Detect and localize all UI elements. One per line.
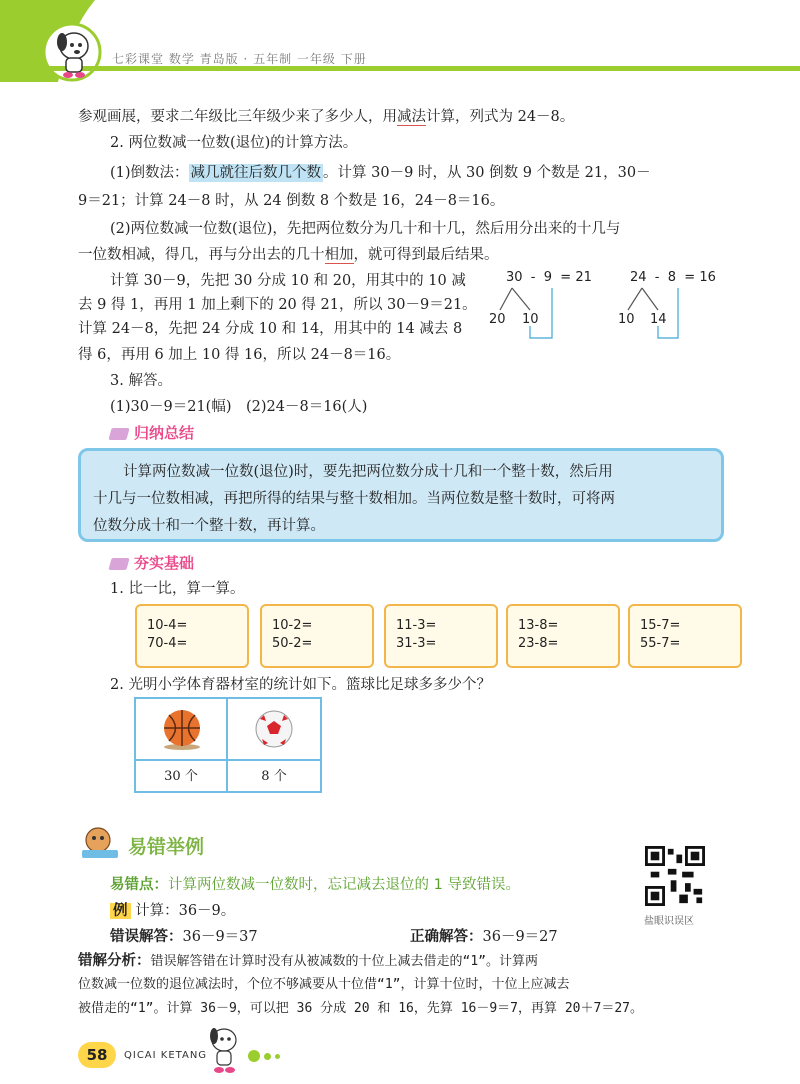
- diagram1-right: 10: [522, 312, 539, 327]
- book-icon: [108, 558, 129, 570]
- label: 正确解答：: [410, 929, 483, 945]
- method2-line1: (2)两位数减一位数(退位)，先把两位数分为几十和十几，然后用分出来的十几与: [110, 221, 621, 237]
- expression: 31-3=: [396, 636, 437, 651]
- diagram2-equation: 24 - 8 = 16: [630, 270, 716, 285]
- mistake-example: [110, 898, 760, 924]
- summary-line: 十几与一位数相减，再把所得的结果与整十数相加。当两位数是整十数时，可将两: [93, 491, 615, 507]
- example-line1: 计算 30－9，先把 30 分成 10 和 20，用其中的 10 减: [110, 273, 466, 289]
- underlined-text: 相加: [324, 247, 354, 263]
- exercise-box: [628, 604, 742, 668]
- text: 36－9＝27: [482, 929, 558, 945]
- expression: 10-4=: [147, 618, 188, 633]
- analysis-line1: [78, 948, 728, 975]
- analysis-line3: 被借走的“1”。计算 36－9，可以把 36 分成 20 和 16，先算 16－9＝7，再算 20＋7＝27。: [78, 1001, 643, 1016]
- item-2-heading: 2. 两位数减一位数(退位)的计算方法。: [110, 135, 358, 151]
- football-icon: [252, 707, 296, 751]
- expression: 50-2=: [272, 636, 313, 651]
- summary-box: [78, 448, 724, 542]
- text: (1)倒数法：: [110, 165, 189, 181]
- expression: 13-8=: [518, 618, 559, 633]
- expression: 23-8=: [518, 636, 559, 651]
- football-count: 8 个: [261, 769, 287, 784]
- summary-heading: [110, 422, 194, 443]
- dot-icon: [248, 1050, 260, 1062]
- expression: 11-3=: [396, 618, 437, 633]
- item-3-heading: 3. 解答。: [110, 373, 172, 389]
- exercise-box: [384, 604, 498, 668]
- question-2: 2. 光明小学体育器材室的统计如下。篮球比足球多多少个？: [110, 677, 491, 693]
- method1-line: [110, 160, 760, 186]
- summary-line: 位数分成十和一个整十数，再计算。: [93, 518, 325, 534]
- text: 。计算 30－9 时，从 30 倒数 9 个数是 21，30－: [323, 165, 651, 181]
- page-number: 58: [78, 1042, 116, 1068]
- practice-heading: [110, 552, 194, 573]
- mistake-mascot-icon: [78, 826, 122, 860]
- expression: 70-4=: [147, 636, 188, 651]
- example-line4: 得 6，再用 6 加上 10 得 16，所以 24－8＝16。: [78, 347, 401, 363]
- expression: 10-2=: [272, 618, 313, 633]
- text: 36－9＝37: [182, 929, 258, 945]
- footer-dots: [248, 1046, 284, 1064]
- text: 错误解答错在计算时没有从被减数的十位上减去借走的“1”。计算两: [150, 954, 538, 969]
- exercise-box: [506, 604, 620, 668]
- text: 计算：36－9。: [130, 903, 236, 919]
- example-line2: 去 9 得 1，再用 1 加上剩下的 20 得 21，所以 30－9＝21。: [78, 297, 477, 313]
- text: 计算两位数减一位数时，忘记减去退位的 1 导致错误。: [168, 877, 520, 893]
- method2-line2: [78, 242, 728, 268]
- footer-brand: QICAI KETANG: [124, 1050, 208, 1061]
- expression: 15-7=: [640, 618, 681, 633]
- exercise-box: [260, 604, 374, 668]
- book-title: 七彩课堂 数学 青岛版 · 五年制 一年级 下册: [112, 52, 367, 66]
- table-divider: [136, 759, 320, 761]
- example-label: 例: [110, 903, 131, 919]
- paragraph-exhibition: [78, 104, 728, 130]
- mistake-title: 易错举例: [128, 836, 205, 858]
- right-answer: [410, 924, 710, 950]
- dog-mascot-icon: [50, 28, 98, 80]
- summary-text: [93, 459, 713, 540]
- diagram1-left: 20: [489, 312, 506, 327]
- practice-heading-text: 夯实基础: [134, 554, 195, 572]
- exercise-box: [135, 604, 249, 668]
- basketball-icon: [160, 707, 204, 751]
- dot-icon: [275, 1054, 280, 1059]
- diagram1-equation: 30 - 9 = 21: [506, 270, 592, 285]
- label: 错解分析：: [78, 953, 151, 969]
- diagram2-right: 14: [650, 312, 667, 327]
- footer-mascot-icon: [204, 1024, 244, 1076]
- summary-heading-text: 归纳总结: [134, 424, 195, 442]
- dot-icon: [264, 1053, 271, 1060]
- label: 错误解答：: [110, 929, 183, 945]
- basketball-count: 30 个: [164, 769, 198, 784]
- question-1: 1. 比一比，算一算。: [110, 581, 245, 597]
- mistake-point: [110, 872, 760, 898]
- equipment-table: [134, 697, 322, 793]
- text: 参观画展，要求二年级比三年级少来了多少人，用: [78, 109, 397, 125]
- label: 易错点：: [110, 877, 168, 893]
- method1-line2: 9＝21；计算 24－8 时，从 24 倒数 8 个数是 16，24－8＝16。: [78, 193, 505, 209]
- text: 一位数相减，得几，再与分出去的几十: [78, 247, 325, 263]
- underlined-text: 减法: [397, 109, 426, 125]
- book-icon: [108, 428, 129, 440]
- diagram2-left: 10: [618, 312, 635, 327]
- summary-line: 计算两位数减一位数(退位)时，要先把两位数分成十几和一个整十数，然后用: [123, 464, 613, 480]
- text: 计算，列式为 24－8。: [426, 109, 575, 125]
- example-line3: 计算 24－8，先把 24 分成 10 和 14，用其中的 14 减去 8: [78, 321, 463, 337]
- qr-label: 盐眼识误区: [644, 916, 694, 927]
- expression: 55-7=: [640, 636, 681, 651]
- analysis-line2: 位数减一位数的退位减法时，个位不够减要从十位借“1”，计算十位时，十位上应减去: [78, 977, 570, 992]
- text: ，就可得到最后结果。: [353, 247, 499, 263]
- highlighted-text: 减几就往后数几个数: [190, 165, 322, 181]
- item-3-answers: (1)30－9＝21(幅) (2)24－8＝16(人): [110, 399, 368, 415]
